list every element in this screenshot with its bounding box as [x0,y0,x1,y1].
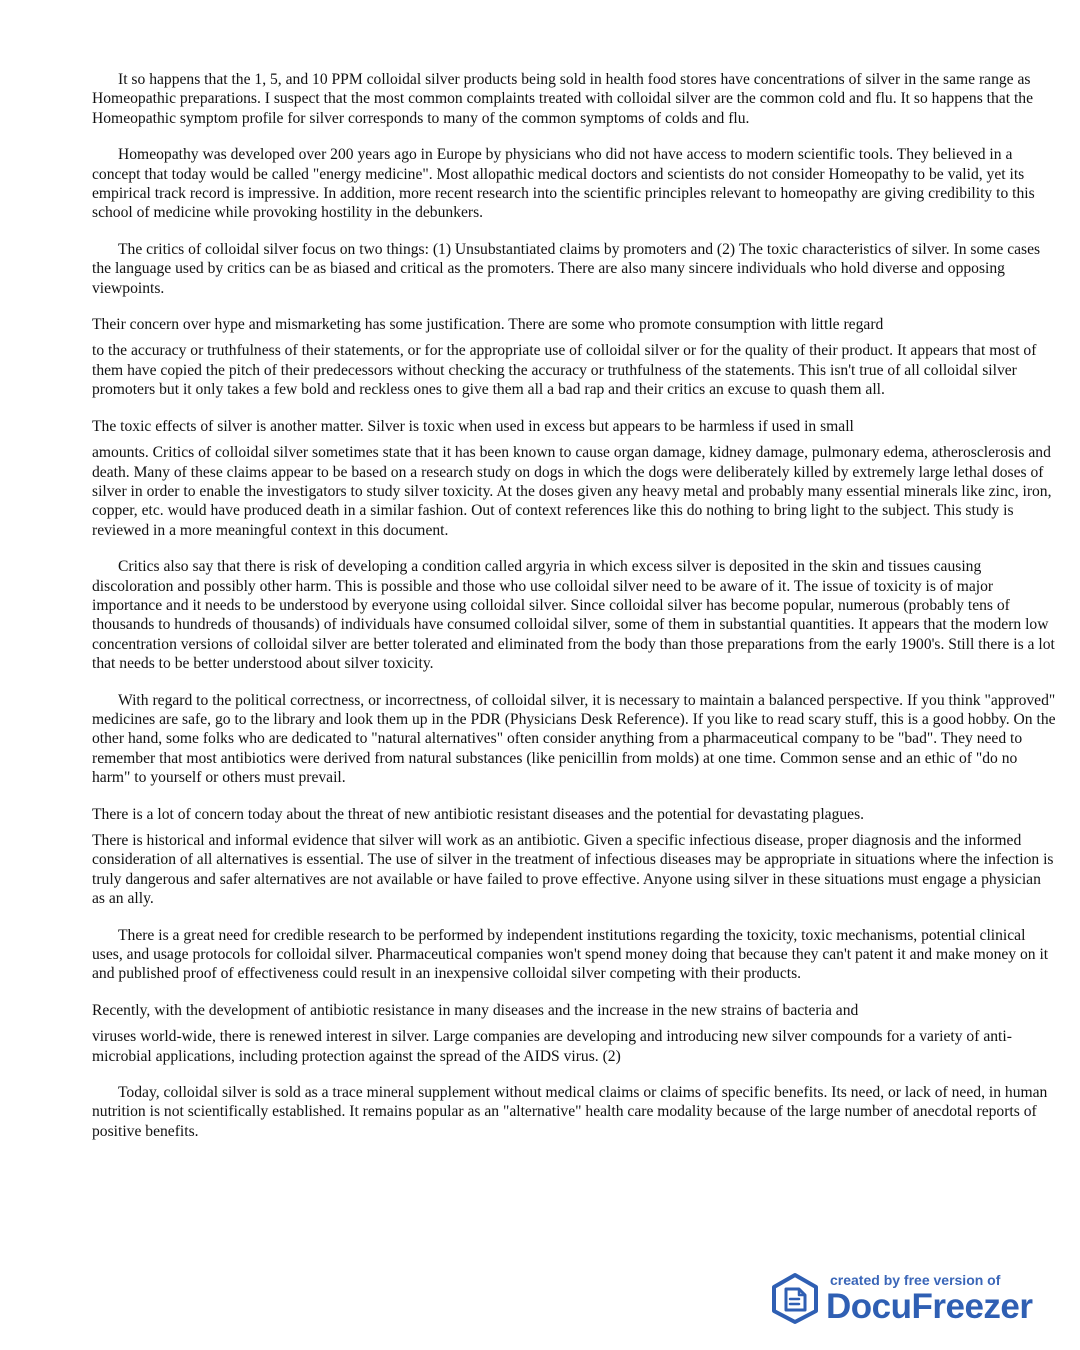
paragraph-10-lead: Recently, with the development of antibiotic resistance in many diseases and the increase in the new strains of bacteria and [92,1001,859,1019]
docufreezer-logo-icon [768,1271,822,1325]
document-body [92,70,1057,1158]
paragraph-1: It so happens that the 1, 5, and 10 PPM colloidal silver products being sold in health food stores have concentrations of silver in the same range as Homeopathic preparations. I suspect that the most common complaints treated with colloidal silver are the common cold and flu. It so happens that the Homeopathic symptom profile for silver corresponds to many of the common symptoms of colds and flu. [92,71,1034,127]
paragraph-7: With regard to the political correctness, or incorrectness, of colloidal silver, it is necessary to maintain a balanced perspective. If you think "approved" medicines are safe, go to the library and look them up in the PDR (Physicians Desk Reference). If you like to read scary stuff, this is a good hobby. On the other hand, some folks who are dedicated to "natural alternatives" often consider anything from a pharmaceutical company to be "bad". They need to remember that most antibiotics were derived from natural substances (like penicillin from molds) at one time. Common sense and an ethic of "do no harm" to yourself or others must prevail. [92,691,1056,787]
paragraph-3: The critics of colloidal silver focus on two things: (1) Unsubstantiated claims by promoters and (2) The toxic characteristics of silver. In some cases the language used by critics can be as biased and critical as the promoters. There are also many sincere individuals who hold diverse and opposing viewpoints. [92,240,1041,297]
paragraph-8-body: There is historical and informal evidence that silver will work as an antibiotic. Given a specific infectious disease, proper diagnosis and the informed consideration of all alternatives is essential. The use of silver in the treatment of infectious diseases may be appropriate in situations where the infection is truly dangerous and safer alternatives are not available or have failed to prove effective. Anyone using silver in these situations must engage a physician as an ally. [92,832,1054,908]
paragraph-5-lead: The toxic effects of silver is another matter. Silver is toxic when used in excess but appears to be harmless if used in small [92,417,854,435]
paragraph-4-lead: Their concern over hype and mismarketing has some justification. There are some who promote consumption with little regard [92,316,884,334]
watermark-brand: DocuFreezer [826,1286,1033,1326]
paragraph-8-lead: There is a lot of concern today about the threat of new antibiotic resistant diseases and the potential for devastating plagues. [92,805,865,823]
paragraph-2: Homeopathy was developed over 200 years ago in Europe by physicians who did not have access to modern scientific tools. They believed in a concept that today would be called "energy medicine". Most allopathic medical doctors and scientists do not consider Homeopathy to be valid, yet its empirical track record is impressive. In addition, more recent research into the scientific principles relevant to homeopathy are giving credibility to this school of medicine while provoking hostility in the debunkers. [92,146,1035,222]
watermark-text [826,1273,1033,1324]
paragraph-9: There is a great need for credible research to be performed by independent institutions regarding the toxicity, toxic mechanisms, potential clinical uses, and usage protocols for colloidal silver. Pharmaceutical companies won't spend money doing that because they can't patent it and make money on it and published proof of effectiveness could result in an inexpensive colloidal silver competing with their products. [92,926,1049,983]
paragraph-6: Critics also say that there is risk of developing a condition called argyria in which excess silver is deposited in the skin and tissues causing discoloration and possibly other harm. This is possible and those who use colloidal silver need to be aware of it. The issue of toxicity is of major importance and it needs to be understood by everyone using colloidal silver. Since colloidal silver has become popular, numerous (probably tens of thousands to hundreds of thousands) of individuals have consumed colloidal silver, some of them in substantial quantities. It appears that the modern low concentration versions of colloidal silver are better tolerated and eliminated from the body than those preparations from the early 1900's. Still there is a lot that needs to be better understood about silver toxicity. [92,558,1055,673]
watermark-caption: created by free version of [830,1271,1001,1288]
paragraph-4-body: to the accuracy or truthfulness of their statements, or for the appropriate use of colloidal silver or for the quality of their product. It appears that most of them have copied the pitch of their predecessors without checking the accuracy or truthfulness of the statements. This isn't true of all colloidal silver promoters but it only takes a few bold and reckless ones to give them all a bad rap and their critics an excuse to quash them all. [92,342,1037,399]
paragraph-5-body: amounts. Critics of colloidal silver sometimes state that it has been known to cause organ damage, kidney damage, pulmonary edema, atherosclerosis and death. Many of these claims appear to be based on a research study on dogs in which the dogs were deliberately killed by extremely large lethal doses of silver in order to enable the investigators to study silver toxicity. At the doses given any heavy metal and probably many essential minerals like zinc, iron, copper, etc. would have produced death in a similar fashion. Out of context references like this do nothing to bring light to the subject. This study is reviewed in a more meaningful context in this document. [92,444,1052,539]
paragraph-10-body: viruses world-wide, there is renewed interest in silver. Large companies are developing and introducing new silver compounds for a variety of anti-microbial applications, including protection against the spread of the AIDS virus. (2) [92,1028,1012,1065]
paragraph-11: Today, colloidal silver is sold as a trace mineral supplement without medical claims or claims of specific benefits. Its need, or lack of need, in human nutrition is not scientifically established. It remains popular as an "alternative" health care modality because of the large number of anecdotal reports of positive benefits. [92,1084,1048,1140]
docufreezer-watermark[interactable] [768,1268,1038,1328]
